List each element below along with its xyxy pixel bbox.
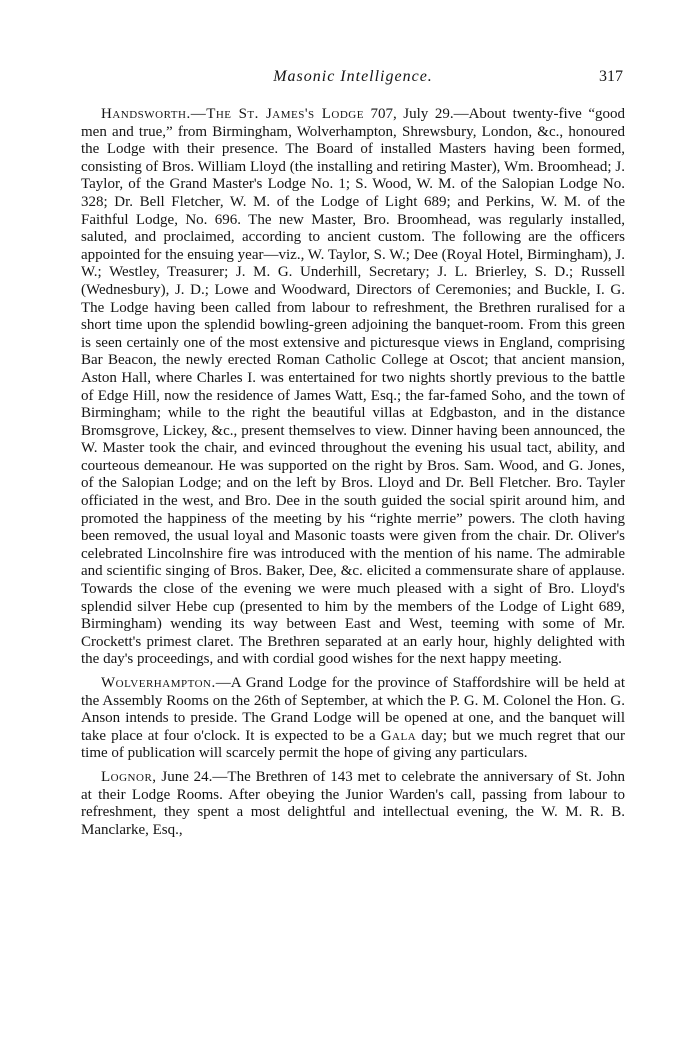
italic-text: righte merrie <box>376 510 457 527</box>
body-text: ” from Birmingham, Wolverhampton, Shrewsbury, London, &c., honoured the Lodge with their presence. The Board of installed Masters having been formed, consisting of Bros. William Lloyd (the installing and retiring Master), Wm. Broomhead; J. Taylor, of the Grand Master's Lodge No. 1; S. Wood, W. M. of the Salopian Lodge No. 328; Dr. Bell Fletcher, W. M. of the Lodge of Light 689; and Perkins, W. M. of the Faithful Lodge, No. 696. The new Master, Bro. Broomhead, was regularly installed, saluted, and proclaimed, according to ancient custom. The following are the officers appointed for the ensuing year—viz., W. Taylor, S. W.; Dee (Royal Hotel, Birmingham), J. W.; Westley, Treasurer; J. M. G. Underhill, Secretary; J. L. Brierley, S. D.; Russell (Wednesbury), J. D.; Lowe and Woodward, Directors of Ceremonies; and Buckle, I. G. The Lodge having been called from labour to refreshment, the Brethren <box>81 123 625 316</box>
place-heading-lognor: Lognor, <box>101 768 157 785</box>
paragraph-lognor <box>81 769 625 839</box>
italic-text: ruralised <box>536 299 590 316</box>
running-header <box>81 68 625 94</box>
italic-text: July <box>403 106 429 122</box>
body-text: —A Grand Lodge for the province of Staffordshire will be held at the Assembly Rooms on the 26th of September, at which the P. G. M. Colonel the Hon. G. Anson intends to preside. The Grand Lodge will be opened at one, and the banquet will take place at four o'clock. It is expected to be a <box>81 675 625 744</box>
place-heading-handsworth: Handsworth.— <box>101 106 207 122</box>
small-caps-text: Gala <box>380 727 417 744</box>
italic-text: good men and true, <box>81 106 625 140</box>
body-text: 29.—About twenty-five “ <box>428 106 595 122</box>
body-text: delightful and intellectual evening, the W. M. R. B. Manclarke, Esq., <box>81 804 625 838</box>
italic-text: Warden's call, passing from labour to refreshment, they spent a most <box>81 786 626 821</box>
small-caps-text: The St. James's Lodge <box>206 106 364 122</box>
page-number: 317 <box>599 68 623 85</box>
paragraph-wolverhampton <box>81 675 625 763</box>
place-heading-wolverhampton: Wolverhampton. <box>101 675 216 691</box>
paragraph-handsworth <box>81 106 625 669</box>
paragraph-text <box>81 106 625 667</box>
article-body <box>81 106 625 839</box>
body-text: ” powers. The cloth having been removed, the usual loyal and Masonic toasts were given from the chair. Dr. Oliver's celebrated Lincolnshire fire was introduced with the mention of his name. The admirable and scientific singing of Bros. Baker, Dee, &c. elicited a commensurate share of applause. Towards the close of the evening we were much pleased with a sight of Bro. Lloyd's splendid silver Hebe cup (presented to him by the members of the Lodge of Light 689, Birmingham) wending its way between East and West, teeming with some of Mr. Crockett's primest claret. The Brethren separated at an early hour, highly delighted with the day's proceedings, and with cordial good wishes for the next happy meeting. <box>81 510 625 668</box>
body-text: day; but we much regret that our time of publication will scarcely permit the hope of giving any particulars. <box>81 727 625 762</box>
body-text: for a short time upon the splendid bowling-green adjoining the banquet-room. From this green is seen certainly one of the most extensive and picturesque views in England, comprising Bar Beacon, the newly erected Roman Catholic College at Oscot; that ancient mansion, Aston Hall, where Charles I. was entertained for two nights shortly previous to the battle of Edge Hill, now the residence of James Watt, Esq.; the far-famed Soho, and the town of Birmingham; while to the right the beautiful villas at Edgbaston, and in the distance Bromsgrove, Lickey, &c., present themselves to view. Dinner having been announced, the W. Master took the chair, and evinced throughout the evening his usual tact, ability, and courteous demeanour. He was supported on the right by Bros. Sam. Wood, and G. Jones, of the Salopian Lodge; and on the left by Bros. Lloyd and Dr. Bell Fletcher. Bro. Tayler officiated in the west, and Bro. Dee in the south guided the social spirit around him, and promoted the happiness of the meeting by his “ <box>81 299 626 527</box>
paragraph-text <box>81 769 625 838</box>
body-text: 24.—The Brethren of 143 met to celebrate the anniversary of St. John at their Lodge Rooms. After obeying the Junior <box>81 768 625 803</box>
running-title: Masonic Intelligence. <box>273 68 433 85</box>
body-text: 707, <box>363 106 404 122</box>
italic-text: June <box>161 768 189 785</box>
